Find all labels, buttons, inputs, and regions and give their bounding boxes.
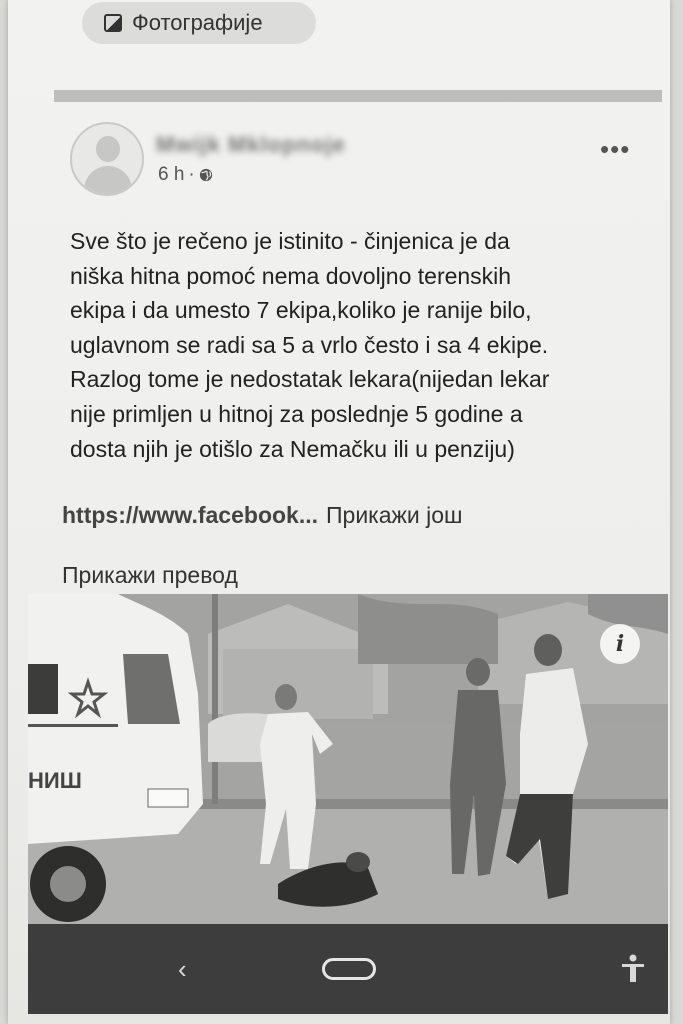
post-text-line: uglavnom se radi sa 5 a vrlo često i sa 4 ekipe.	[70, 331, 549, 358]
post-text-line: Razlog tome je nedostatak lekara(nijedan lekar	[70, 366, 550, 393]
post-meta	[158, 164, 213, 186]
author-name[interactable]: Mwijk Mklopnoje	[156, 132, 346, 157]
ambulance-text: НИШ	[28, 768, 82, 793]
accessibility-icon[interactable]	[620, 954, 646, 984]
post-text-line: Sve što je rečeno je istinito - činjenica je da	[70, 228, 510, 254]
avatar-head	[96, 136, 120, 162]
see-more-link[interactable]: Прикажи још	[326, 502, 463, 528]
post-time[interactable]: 6 h	[158, 164, 185, 185]
more-horizontal-icon[interactable]: •••	[600, 134, 631, 164]
post-text-line: nije primljen u hitnoj za poslednje 5 godine a	[70, 400, 523, 427]
info-icon[interactable]: i	[600, 624, 640, 664]
avatar[interactable]	[70, 122, 144, 196]
avatar-body	[84, 166, 132, 196]
post-text-line: ekipa i da umesto 7 ekipa,koliko je ranije bilo,	[70, 297, 532, 324]
back-chevron-icon[interactable]: ‹	[178, 954, 187, 984]
post-text-line: niška hitna pomoć nema dovoljno terenskih	[70, 262, 512, 289]
screen	[8, 0, 670, 1024]
link-row	[62, 502, 463, 529]
post-link[interactable]: https://www.facebook...	[62, 502, 318, 528]
photos-chip-label: Фотографије	[132, 10, 263, 35]
post-text	[70, 224, 650, 466]
globe-icon	[199, 168, 213, 182]
home-pill-icon[interactable]	[322, 958, 376, 980]
image-icon	[104, 14, 122, 32]
divider	[54, 90, 662, 102]
system-navigation-bar	[28, 924, 668, 1014]
photos-chip[interactable]	[82, 2, 316, 44]
photo-scene	[28, 594, 668, 924]
meta-separator: ·	[188, 164, 195, 185]
see-translation-link[interactable]: Прикажи превод	[62, 562, 238, 588]
post-text-line: dosta njih je otišlo za Nemačku ili u penziju)	[70, 435, 515, 462]
post-photo[interactable]	[28, 594, 668, 924]
